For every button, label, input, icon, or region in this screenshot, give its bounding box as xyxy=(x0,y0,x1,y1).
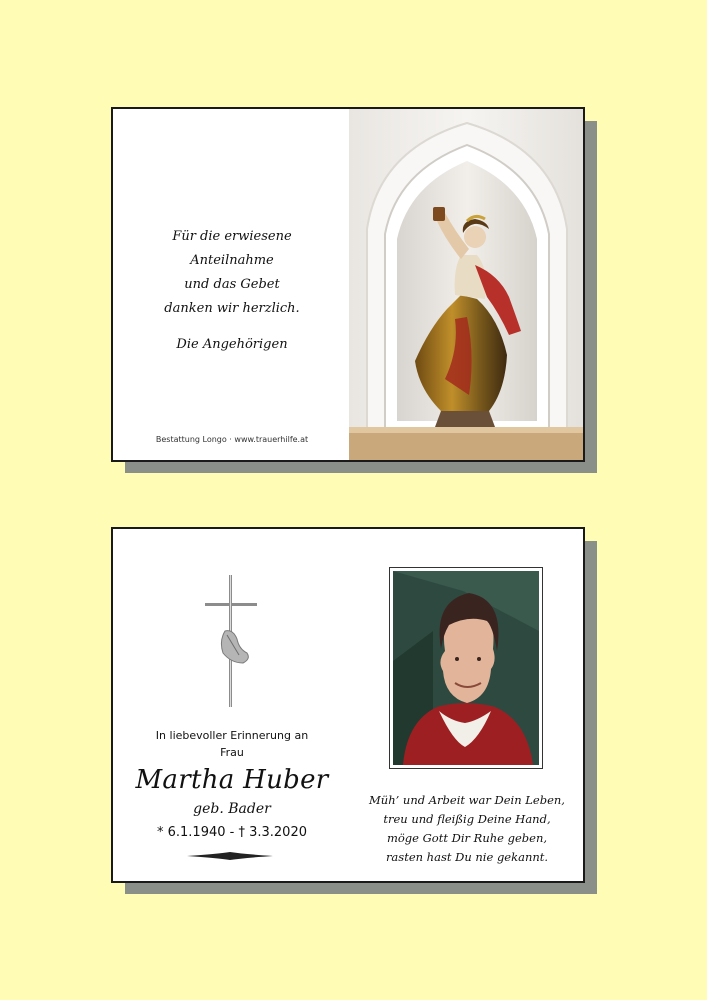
thanks-line: und das Gebet xyxy=(184,277,280,292)
deceased-name: Martha Huber xyxy=(135,765,329,795)
life-dates: * 6.1.1940 - † 3.3.2020 xyxy=(156,825,307,840)
thanks-line: Für die erwiesene xyxy=(172,229,292,244)
poem-line: Müh’ und Arbeit war Dein Leben, xyxy=(369,793,565,807)
thanks-line: danken wir herzlich. xyxy=(164,301,300,316)
thanks-line: Anteilnahme xyxy=(190,253,274,268)
portrait-photo-icon xyxy=(393,571,539,765)
memory-line: In liebevoller Erinnerung an xyxy=(155,729,309,742)
cross-with-praying-hands-icon xyxy=(203,575,259,707)
funeral-home-credit: Bestattung Longo · www.trauerhilfe.at xyxy=(155,435,309,444)
portrait-frame xyxy=(389,567,543,769)
memorial-poem xyxy=(349,791,585,867)
memory-intro xyxy=(113,727,351,761)
poem-line: möge Gott Dir Ruhe geben, xyxy=(386,831,548,845)
thanks-text xyxy=(113,225,351,357)
thank-you-card xyxy=(111,107,585,462)
memory-title: Frau xyxy=(220,746,244,759)
signature: Die Angehörigen xyxy=(176,337,288,352)
poem-line: rasten hast Du nie gekannt. xyxy=(385,850,549,864)
divider-ornament-icon xyxy=(187,851,273,861)
saint-statue-in-gothic-niche-icon xyxy=(349,109,585,460)
memorial-card xyxy=(111,527,585,883)
maiden-name: geb. Bader xyxy=(193,801,271,817)
poem-line: treu und fleißig Deine Hand, xyxy=(383,812,551,826)
